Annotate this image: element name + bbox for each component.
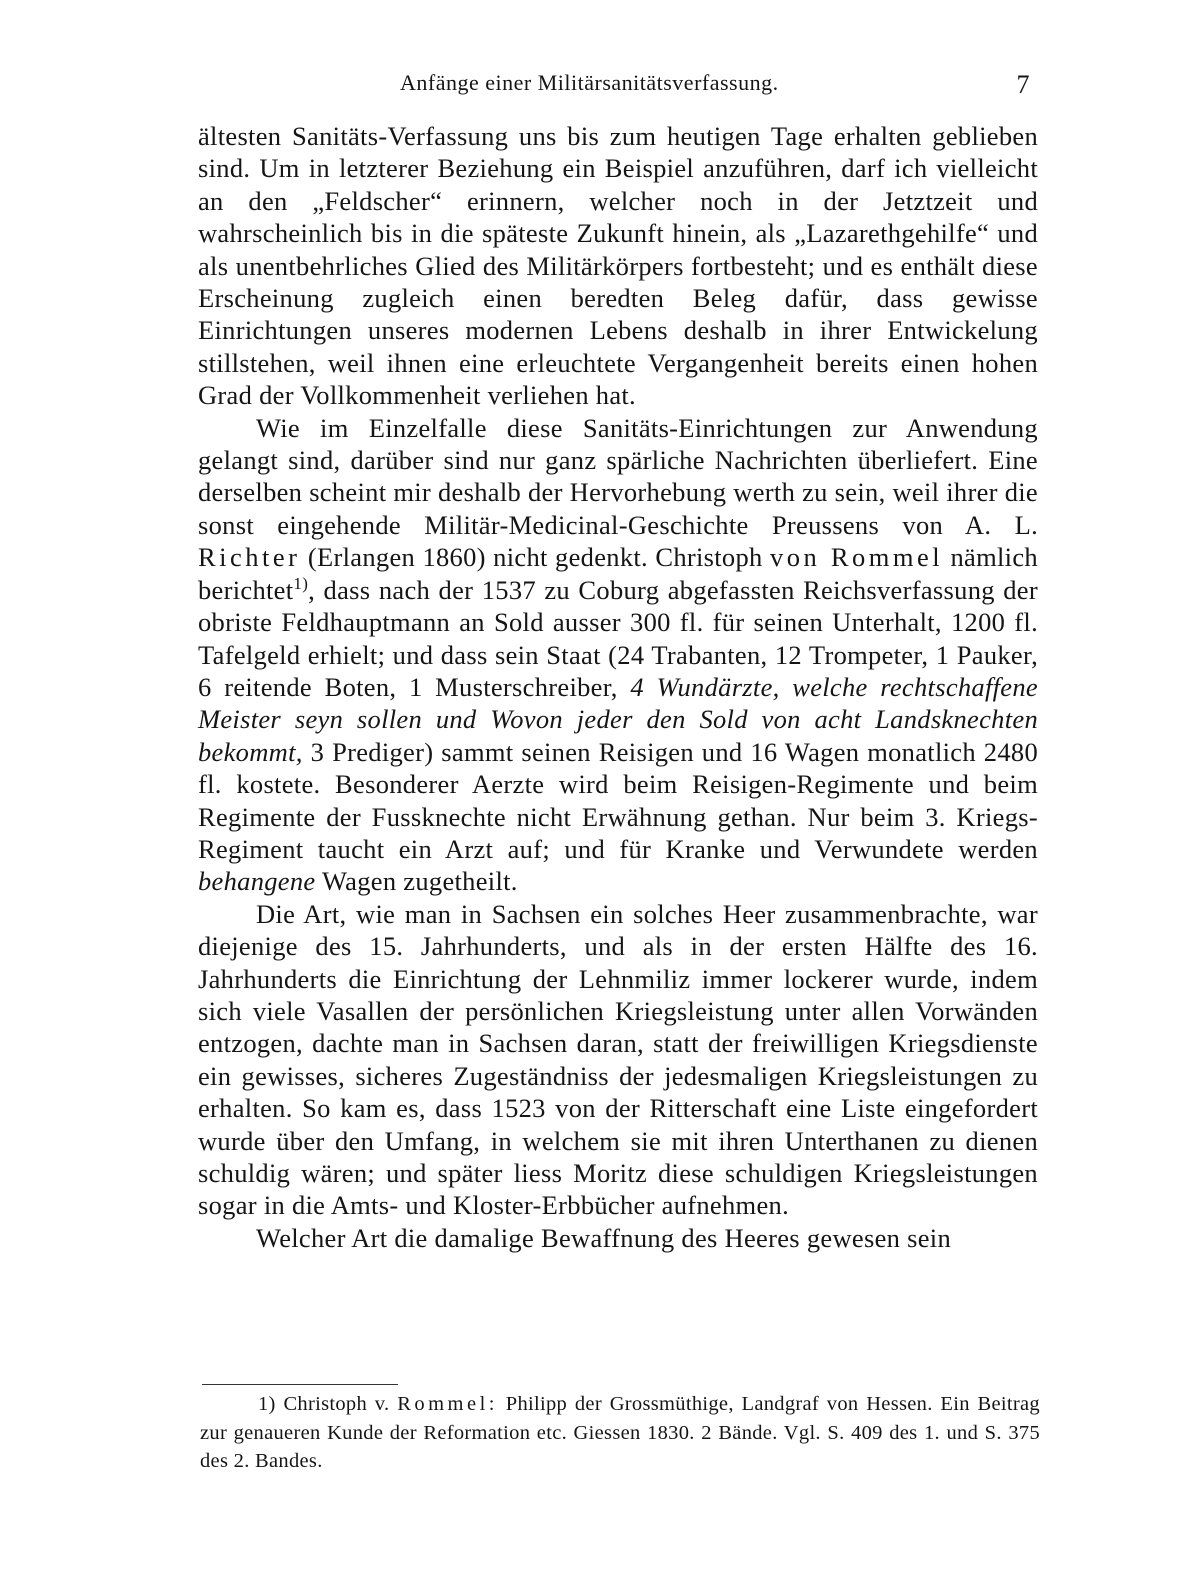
paragraph-2 [198,412,1038,898]
footnote-rule [202,1384,398,1385]
footnote-author-rommel: Rommel: [397,1393,498,1415]
paragraph-4: Welcher Art die damalige Bewaffnung des Heeres gewesen sein [256,1222,951,1253]
p2-text-f: Wagen zugetheilt. [321,866,518,897]
footnote-reference: 1) [293,573,309,593]
page-number: 7 [1016,70,1030,99]
running-head: Anfänge einer Militärsanitätsverfassung. [400,70,779,95]
p2-text-c: nämlich berichtet [198,542,1038,605]
p2-text-e: 3 Prediger) sammt seinen Reisigen und 16 Wagen monatlich 2480 fl. kostete. Besonderer Aerzte wird beim Reisigen-Regimente und beim Regimente der Fussknechte nicht Erwähnung gethan. Nur beim 3. Kriegs-Regiment taucht ein Arzt auf; und für Kranke und Verwundete werden [198,736,1038,864]
page-header [200,70,1040,104]
body-text [198,120,1038,1254]
p2-text-d: , dass nach der 1537 zu Coburg abgefassten Reichsverfassung der obriste Feldhauptmann an Sold ausser 300 fl. für seinen Unterhalt, 1200 fl. Tafelgeld erhielt; und dass sein Staat (24 Trabanten, 12 Trompeter, 1 Pauker, 6 reitende Boten, 1 Musterschreiber, [198,574,1038,702]
author-richter: Richter [198,542,301,573]
footnote-text-a: 1) Christoph v. [258,1393,390,1415]
author-von-rommel: von Rommel [769,542,944,573]
p2-text-b: (Erlangen 1860) nicht gedenkt. Christoph [307,542,763,573]
paragraph-3: Die Art, wie man in Sachsen ein solches Heer zusammenbrachte, war diejenige des 15. Jahrhunderts, und als in der ersten Hälfte des 16. Jahrhunderts die Einrichtung der Lehnmiliz immer lockerer wurde, indem sich viele Vasallen der persönlichen Kriegsleistung unter allen Vorwänden entzogen, dachte man in Sachsen daran, statt der freiwilligen Kriegsdienste ein gewisses, sicheres Zugeständniss der jedesmaligen Kriegsleistungen zu erhalten. So kam es, dass 1523 von der Ritterschaft eine Liste eingefordert wurde über den Umfang, in welchem sie mit ihren Unterthanen zu dienen schuldig wären; und später liess Moritz diese schuldigen Kriegsleistungen sogar in die Amts- und Kloster-Erbbücher aufnehmen. [198,898,1038,1221]
paragraph-1: ältesten Sanitäts-Verfassung uns bis zum heutigen Tage erhalten geblieben sind. Um in letzterer Beziehung ein Beispiel anzuführen, darf ich vielleicht an den „Feldscher“ erinnern, welcher noch in der Jetztzeit und wahrscheinlich bis in die späteste Zukunft hinein, als „Lazarethgehilfe“ und als unentbehrliches Glied des Militärkörpers fortbesteht; und es enthält diese Erscheinung zugleich einen beredten Beleg dafür, dass gewisse Einrichtungen unseres modernen Lebens deshalb in ihrer Entwickelung stillstehen, weil ihnen eine erleuchtete Vergangenheit bereits einen hohen Grad der Vollkommenheit verliehen hat. [198,121,1038,411]
italic-word: behangene [198,866,316,897]
italic-quote: 4 Wundärzte, welche rechtschaffene Meister seyn sollen und Wovon jeder den Sold von acht Landsknechten bekommt, [198,671,1038,767]
p2-text-a: Wie im Einzelfalle diese Sanitäts-Einrichtungen zur Anwendung gelangt sind, darüber sind nur ganz spärliche Nachrichten überliefert. Eine derselben scheint mir deshalb der Hervorhebung werth zu sein, weil ihrer die sonst eingehende Militär-Medicinal-Geschichte Preussens von A. L. [198,412,1038,540]
footnote [200,1390,1040,1476]
footnote-text-b: Philipp der Grossmüthige, Landgraf von Hessen. Ein Beitrag zur genaueren Kunde der Reformation etc. Giessen 1830. 2 Bände. Vgl. S. 409 des 1. und S. 375 des 2. Bandes. [200,1393,1040,1472]
